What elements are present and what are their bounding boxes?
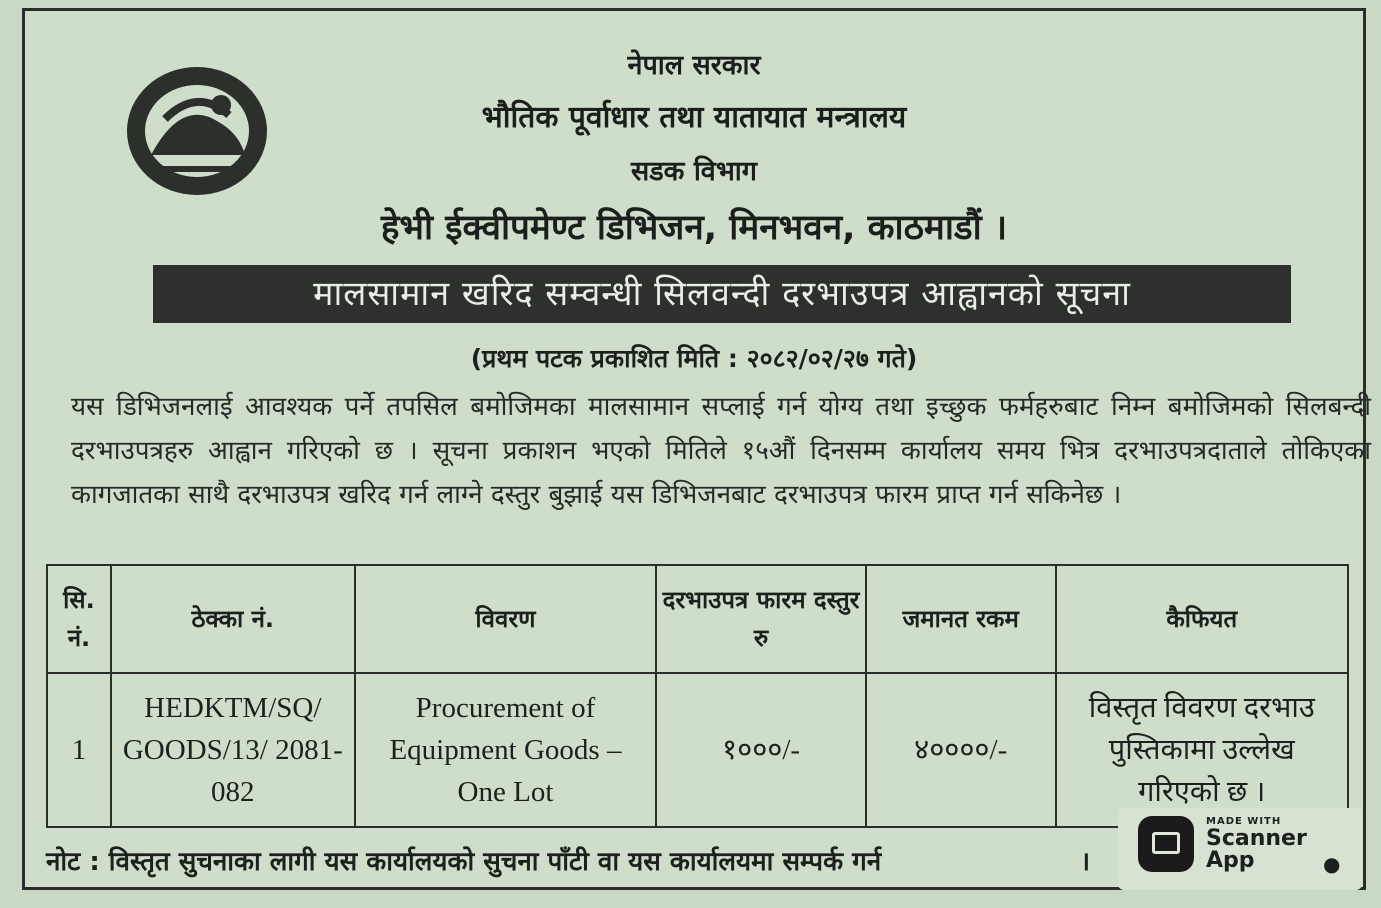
watermark-app-line1: Scanner [1206,826,1307,851]
header-department: सडक विभाग [630,156,757,187]
col-header-deposit: जमानत रकम [866,565,1056,673]
scanner-app-watermark [1118,808,1362,890]
cell-remarks: विस्तृत विवरण दरभाउ पुस्तिकामा उल्लेख गरिएको छ । [1056,673,1348,827]
col-header-fee: दरभाउपत्र फारम दस्तुर रु [656,565,866,673]
table-header-row [47,565,1348,673]
footer-note [46,842,1090,878]
cell-contract: HEDKTM/SQ/ GOODS/13/ 2081-082 [111,673,355,827]
footer-note-text: नोट : विस्तृत सुचनाका लागी यस कार्यालयको सुचना पाँटी वा यस कार्यालयमा सम्पर्क गर्न [46,847,882,877]
col-header-sn: सि. नं. [47,565,111,673]
col-header-description: विवरण [355,565,657,673]
footer-note-end: । [1080,847,1091,877]
header-division: हेभी ईक्वीपमेण्ट डिभिजन, मिनभवन, काठमाडौं । [380,208,1008,248]
cell-fee: १०००/- [656,673,866,827]
watermark-made-with: MADE WITH [1206,816,1282,827]
publication-date: (प्रथम पटक प्रकाशित मिति : २०८२/०२/२७ गते) [470,344,918,373]
apple-logo-icon: ● [1323,852,1341,876]
table-row [47,673,1348,827]
header-government: नेपाल सरकार [627,50,761,81]
tender-table [46,564,1349,828]
cell-description: Procurement of Equipment Goods – One Lot [355,673,657,827]
header-ministry: भौतिक पूर्वाधार तथा यातायात मन्त्रालय [481,100,907,135]
watermark-app-line2: App [1206,848,1255,873]
cell-deposit: ४००००/- [866,673,1056,827]
cell-sn: 1 [47,673,111,827]
notice-title-banner: मालसामान खरिद सम्वन्धी सिलवन्दी दरभाउपत्र आह्वानको सूचना [153,265,1291,323]
watermark-app-name [1206,828,1307,872]
scanner-app-logo-icon [1138,816,1194,872]
notice-body: यस डिभिजनलाई आवश्यक पर्ने तपसिल बमोजिमका मालसामान सप्लाई गर्न योग्य तथा इच्छुक फर्महरुबाट निम्न बमोजिमको सिलबन्दी दरभाउपत्रहरु आह्वान गरिएको छ । सूचना प्रकाशन भएको मितिले १५औं दिनसम्म कार्यालय समय भित्र दरभाउपत्रदाताले तोकिएका कागजातका साथै दरभाउपत्र खरिद गर्न लाग्ने दस्तुर बुझाई यस डिभिजनबाट दरभाउपत्र फारम प्राप्त गर्न सकिनेछ । [71,392,1371,510]
col-header-contract: ठेक्का नं. [111,565,355,673]
col-header-remarks: कैफियत [1056,565,1348,673]
